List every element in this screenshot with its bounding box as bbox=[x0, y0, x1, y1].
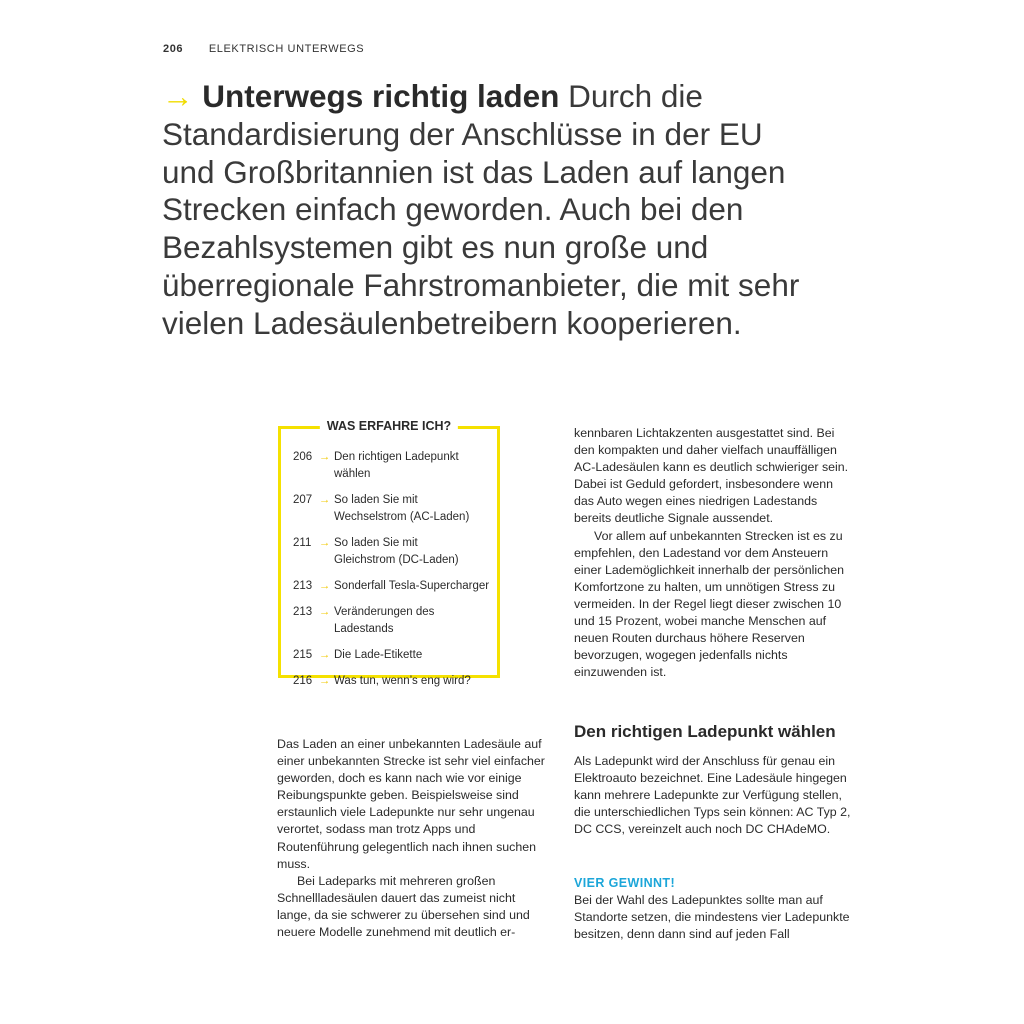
body-paragraph: kennbaren Lichtakzenten ausgestattet sind. Bei den kompakten und daher vielfach unauffälligen AC-Ladesäulen kann es deutlich schwieriger sein. Dabei ist Geduld gefordert, insbesondere wenn das Auto wegen eines niedrigen Ladestands bereits deutliche Signale aussendet. bbox=[574, 426, 849, 526]
toc-label: So laden Sie mit Gleichstrom (DC-Laden) bbox=[334, 537, 459, 566]
toc-item bbox=[293, 604, 491, 638]
running-head bbox=[163, 43, 364, 55]
toc-box-title: WAS ERFAHRE ICH? bbox=[320, 419, 458, 433]
intro-lead: Unterwegs richtig laden bbox=[202, 78, 560, 114]
toc-page: 213 bbox=[293, 606, 313, 618]
toc-page: 215 bbox=[293, 649, 313, 661]
left-column bbox=[277, 736, 547, 941]
body-paragraph: Bei Ladeparks mit mehreren großen Schnellladesäulen dauert das zumeist nicht lange, da sie schwerer zu übersehen sind und neuere Modelle zunehmend mit deutlich er- bbox=[277, 873, 530, 940]
toc-page: 216 bbox=[293, 675, 313, 687]
toc-page: 213 bbox=[293, 580, 313, 592]
toc-label: Den richtigen Ladepunkt wählen bbox=[334, 451, 459, 480]
arrow-right-icon: → bbox=[318, 537, 331, 549]
toc-item bbox=[293, 535, 491, 569]
page-number: 206 bbox=[163, 43, 184, 55]
right-column-bottom bbox=[574, 892, 856, 943]
intro-text: Durch die Standardisierung der Anschlüsse in der EU und Großbritannien ist das Laden auf langen Strecken einfach geworden. Auch bei den Bezahlsystemen gibt es nun große und überregionale Fahrstromanbieter, die mit sehr vielen Ladesäulenbetreibern kooperieren. bbox=[162, 78, 800, 341]
arrow-right-icon: → bbox=[318, 494, 331, 506]
arrow-right-icon: → bbox=[318, 606, 331, 618]
toc-label: So laden Sie mit Wechselstrom (AC-Laden) bbox=[334, 494, 470, 523]
intro-paragraph bbox=[162, 78, 822, 343]
subheading: VIER GEWINNT! bbox=[574, 876, 676, 890]
body-paragraph: Das Laden an einer unbekannten Ladesäule auf einer unbekannten Strecke ist sehr viel einfacher geworden, doch es kann nach wie vor einige Reibungspunkte geben. Beispielsweise sind erstaunlich viele Ladepunkte nur sehr ungenau verortet, sodass man trotz Apps und Routenführung gelegentlich nach ihnen suchen muss. bbox=[277, 737, 545, 871]
section-heading: Den richtigen Ladepunkt wählen bbox=[574, 722, 836, 741]
toc-box bbox=[278, 419, 500, 687]
toc-item bbox=[293, 449, 491, 483]
toc-item bbox=[293, 492, 491, 526]
toc-item bbox=[293, 578, 491, 595]
body-paragraph: Als Ladepunkt wird der Anschluss für genau ein Elektroauto bezeichnet. Eine Ladesäule hingegen kann mehrere Ladepunkte zur Verfügung stellen, die unterschiedlichen Typs sein können: AC Typ 2, DC CCS, vereinzelt auch noch DC CHAdeMO. bbox=[574, 754, 851, 837]
toc-item bbox=[293, 673, 491, 690]
right-column-top bbox=[574, 425, 856, 681]
toc-item bbox=[293, 647, 491, 664]
toc-label: Was tun, wenn’s eng wird? bbox=[334, 675, 471, 687]
body-paragraph: Vor allem auf unbekannten Strecken ist es zu empfehlen, den Ladestand vor dem Ansteuern einer Lademöglichkeit innerhalb der persönlichen Komfortzone zu halten, um unnötigen Stress zu vermeiden. In der Regel liegt dieser zwischen 10 und 15 Prozent, wobei manche Menschen auf neuen Routen durchaus höhere Reserven bevorzugen, wogegen jedenfalls nichts einzuwenden ist. bbox=[574, 528, 845, 680]
section-title: ELEKTRISCH UNTERWEGS bbox=[208, 43, 365, 55]
arrow-right-icon: → bbox=[162, 78, 194, 114]
toc-label: Veränderungen des Ladestands bbox=[334, 606, 435, 635]
body-paragraph: Bei der Wahl des Ladepunktes sollte man auf Standorte setzen, die mindestens vier Ladepunkte besitzen, denn dann sind auf jeden Fall bbox=[574, 893, 850, 942]
arrow-right-icon: → bbox=[318, 675, 331, 687]
toc-label: Sonderfall Tesla-Supercharger bbox=[334, 580, 490, 592]
arrow-right-icon: → bbox=[318, 451, 331, 463]
right-column-middle bbox=[574, 753, 856, 838]
toc-page: 206 bbox=[293, 451, 313, 463]
toc-page: 207 bbox=[293, 494, 313, 506]
toc-page: 211 bbox=[293, 537, 312, 549]
toc-list bbox=[293, 449, 491, 690]
arrow-right-icon: → bbox=[318, 649, 331, 661]
toc-label: Die Lade-Etikette bbox=[334, 649, 423, 661]
arrow-right-icon: → bbox=[318, 580, 331, 592]
